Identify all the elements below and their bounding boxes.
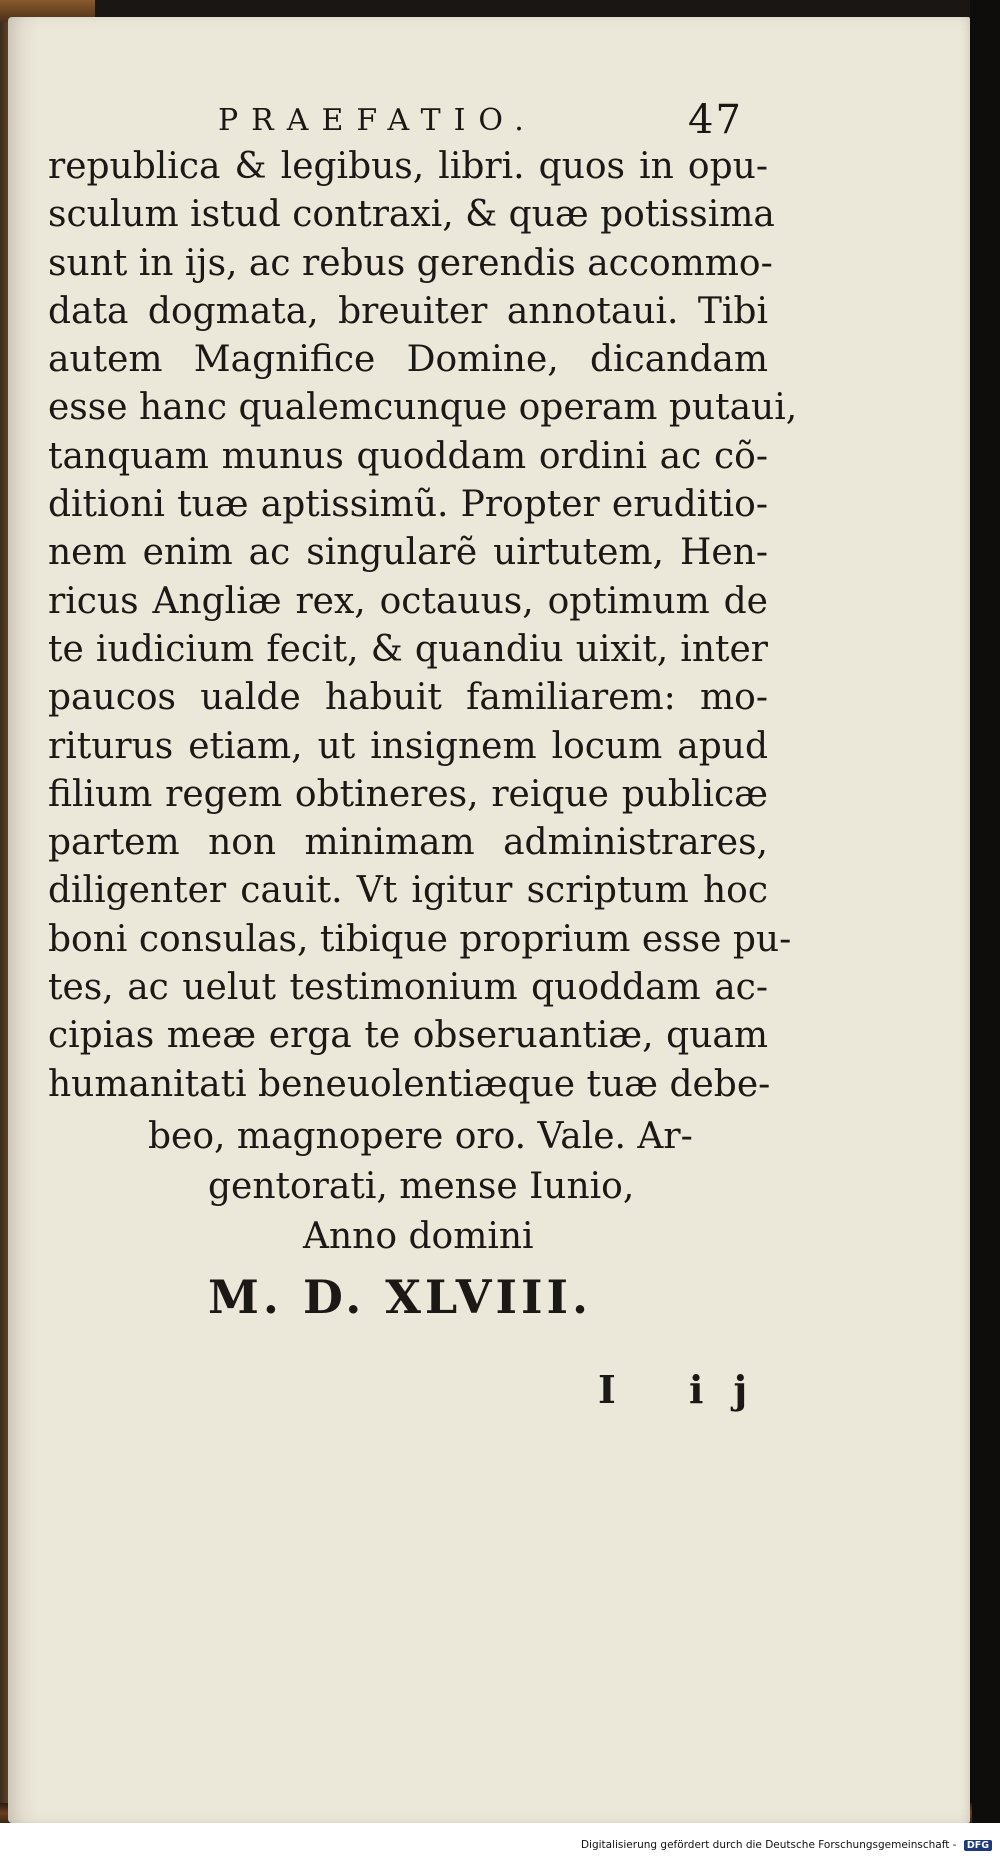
text-line: filium regem obtineres, reique publicæ xyxy=(48,773,768,815)
closing-block xyxy=(48,1112,768,1332)
text-line: nem enim ac singularẽ uirtutem, Hen- xyxy=(48,532,768,574)
text-line: tanquam munus quoddam ordini ac cõ- xyxy=(48,435,768,477)
text-line: partem non minimam administrares, xyxy=(48,822,768,864)
text-line: sculum istud contraxi, & quæ potissima xyxy=(48,194,775,236)
credit-text: Digitalisierung gefördert durch die Deutsche Forschungsgemeinschaft - xyxy=(580,1839,957,1851)
book-page xyxy=(8,17,970,1823)
text-line: sunt in ijs, ac rebus gerendis accommo- xyxy=(48,242,773,284)
text-line: humanitati beneuolentiæque tuæ debe- xyxy=(48,1063,771,1105)
signature-mark: I ij xyxy=(598,1367,778,1412)
running-header: PRAEFATIO. xyxy=(218,103,537,138)
scan-right-edge xyxy=(970,0,1000,1859)
digitization-credit xyxy=(581,1839,992,1851)
text-line: diligenter cauit. Vt igitur scriptum hoc xyxy=(48,870,768,912)
text-line: tes, ac uelut testimonium quoddam ac- xyxy=(48,967,768,1009)
text-line: data dogmata, breuiter annotaui. Tibi xyxy=(48,290,768,332)
text-line: boni consulas, tibique proprium esse pu- xyxy=(48,918,792,960)
text-line: te iudicium fecit, & quandiu uixit, inter xyxy=(48,628,768,670)
text-line: autem Magnifice Domine, dicandam xyxy=(48,339,768,381)
text-line: esse hanc qualemcunque operam putaui, xyxy=(48,387,798,429)
dfg-logo: DFG xyxy=(964,1840,992,1851)
text-line: republica & legibus, libri. quos in opu- xyxy=(48,146,768,187)
text-line: paucos ualde habuit familiarem: mo- xyxy=(48,677,768,719)
text-line: riturus etiam, ut insignem locum apud xyxy=(48,725,768,767)
text-line: ricus Angliæ rex, octauus, optimum de xyxy=(48,580,768,622)
page-number: 47 xyxy=(688,97,743,143)
closing-line: Anno domini xyxy=(303,1216,534,1257)
closing-line: beo, magnopere oro. Vale. Ar- xyxy=(148,1116,693,1157)
text-line: cipias meæ erga te obseruantiæ, quam xyxy=(48,1015,768,1057)
text-line: ditioni tuæ aptissimũ. Propter eruditio- xyxy=(48,484,768,526)
closing-line: gentorati, mense Iunio, xyxy=(208,1166,635,1207)
body-text xyxy=(48,143,798,1109)
date-line: M. D. XLVIII. xyxy=(208,1270,593,1324)
